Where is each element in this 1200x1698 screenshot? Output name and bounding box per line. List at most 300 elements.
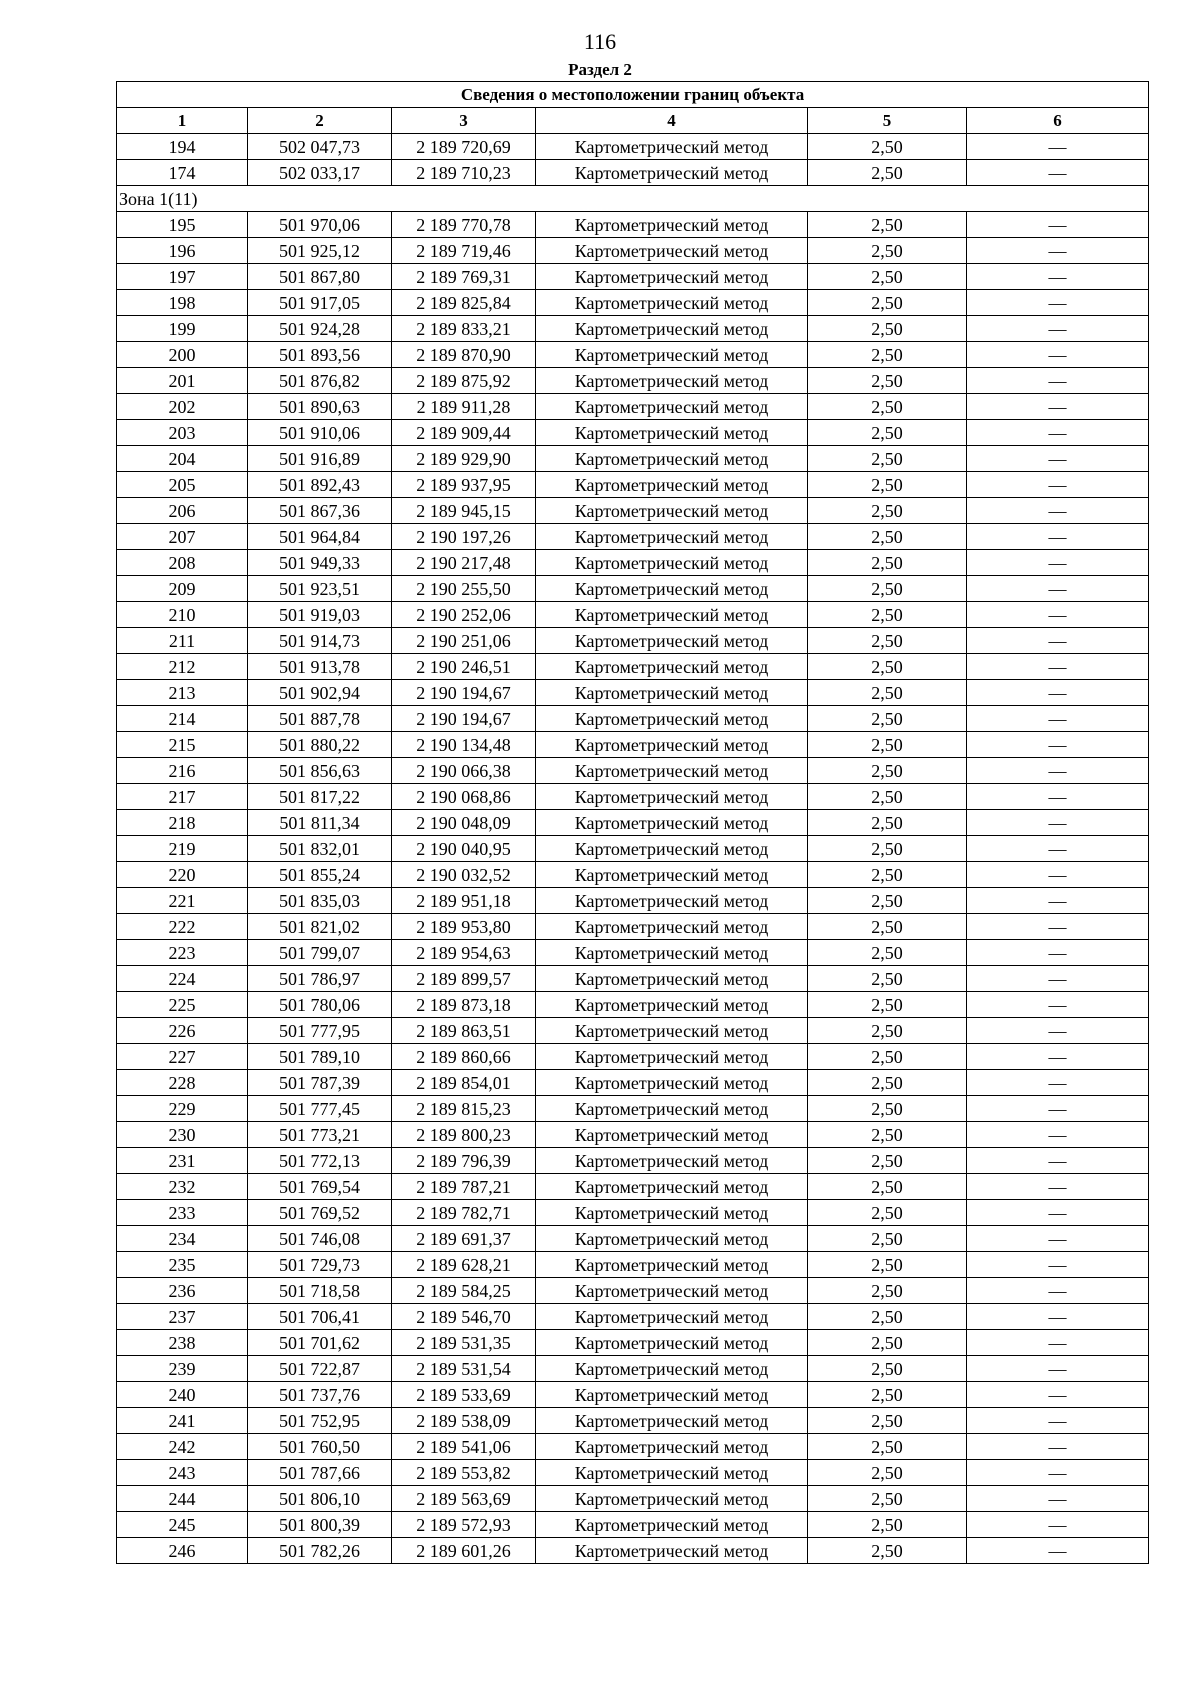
point-number-cell: 194 <box>117 134 248 160</box>
x-coordinate-cell: 501 817,22 <box>248 784 392 810</box>
y-coordinate-cell: 2 189 584,25 <box>392 1278 536 1304</box>
accuracy-cell: 2,50 <box>808 1434 967 1460</box>
accuracy-cell: 2,50 <box>808 680 967 706</box>
y-coordinate-cell: 2 190 194,67 <box>392 680 536 706</box>
description-cell: — <box>967 784 1149 810</box>
point-number-cell: 239 <box>117 1356 248 1382</box>
method-cell: Картометрический метод <box>536 1226 808 1252</box>
method-cell: Картометрический метод <box>536 1148 808 1174</box>
x-coordinate-cell: 501 880,22 <box>248 732 392 758</box>
table-row <box>117 1512 1149 1538</box>
table-row <box>117 1122 1149 1148</box>
point-number-cell: 195 <box>117 212 248 238</box>
point-number-cell: 207 <box>117 524 248 550</box>
description-cell: — <box>967 1044 1149 1070</box>
x-coordinate-cell: 501 913,78 <box>248 654 392 680</box>
method-cell: Картометрический метод <box>536 836 808 862</box>
point-number-cell: 242 <box>117 1434 248 1460</box>
x-coordinate-cell: 501 787,39 <box>248 1070 392 1096</box>
table-row <box>117 1018 1149 1044</box>
y-coordinate-cell: 2 190 068,86 <box>392 784 536 810</box>
method-cell: Картометрический метод <box>536 1434 808 1460</box>
y-coordinate-cell: 2 190 251,06 <box>392 628 536 654</box>
description-cell: — <box>967 368 1149 394</box>
accuracy-cell: 2,50 <box>808 342 967 368</box>
method-cell: Картометрический метод <box>536 1200 808 1226</box>
y-coordinate-cell: 2 189 937,95 <box>392 472 536 498</box>
table-row <box>117 1356 1149 1382</box>
accuracy-cell: 2,50 <box>808 1044 967 1070</box>
description-cell: — <box>967 654 1149 680</box>
method-cell: Картометрический метод <box>536 134 808 160</box>
point-number-cell: 213 <box>117 680 248 706</box>
method-cell: Картометрический метод <box>536 862 808 888</box>
description-cell: — <box>967 758 1149 784</box>
x-coordinate-cell: 501 893,56 <box>248 342 392 368</box>
method-cell: Картометрический метод <box>536 1070 808 1096</box>
y-coordinate-cell: 2 189 873,18 <box>392 992 536 1018</box>
method-cell: Картометрический метод <box>536 654 808 680</box>
description-cell: — <box>967 1356 1149 1382</box>
x-coordinate-cell: 501 787,66 <box>248 1460 392 1486</box>
y-coordinate-cell: 2 189 875,92 <box>392 368 536 394</box>
accuracy-cell: 2,50 <box>808 784 967 810</box>
y-coordinate-cell: 2 190 217,48 <box>392 550 536 576</box>
y-coordinate-cell: 2 189 825,84 <box>392 290 536 316</box>
method-cell: Картометрический метод <box>536 472 808 498</box>
method-cell: Картометрический метод <box>536 1356 808 1382</box>
point-number-cell: 234 <box>117 1226 248 1252</box>
point-number-cell: 244 <box>117 1486 248 1512</box>
description-cell: — <box>967 1226 1149 1252</box>
accuracy-cell: 2,50 <box>808 1382 967 1408</box>
table-row <box>117 134 1149 160</box>
y-coordinate-cell: 2 189 563,69 <box>392 1486 536 1512</box>
point-number-cell: 208 <box>117 550 248 576</box>
accuracy-cell: 2,50 <box>808 160 967 186</box>
table-row <box>117 940 1149 966</box>
y-coordinate-cell: 2 189 601,26 <box>392 1538 536 1564</box>
x-coordinate-cell: 501 867,80 <box>248 264 392 290</box>
method-cell: Картометрический метод <box>536 1278 808 1304</box>
method-cell: Картометрический метод <box>536 602 808 628</box>
accuracy-cell: 2,50 <box>808 472 967 498</box>
table-row <box>117 160 1149 186</box>
method-cell: Картометрический метод <box>536 420 808 446</box>
table-row <box>117 368 1149 394</box>
description-cell: — <box>967 732 1149 758</box>
table-row <box>117 316 1149 342</box>
description-cell: — <box>967 160 1149 186</box>
section-title: Раздел 2 <box>568 60 632 79</box>
table-row <box>117 472 1149 498</box>
table-row <box>117 550 1149 576</box>
x-coordinate-cell: 501 769,52 <box>248 1200 392 1226</box>
column-header-row <box>117 108 1149 134</box>
y-coordinate-cell: 2 189 954,63 <box>392 940 536 966</box>
point-number-cell: 241 <box>117 1408 248 1434</box>
method-cell: Картометрический метод <box>536 264 808 290</box>
description-cell: — <box>967 1278 1149 1304</box>
x-coordinate-cell: 501 876,82 <box>248 368 392 394</box>
accuracy-cell: 2,50 <box>808 1304 967 1330</box>
point-number-cell: 174 <box>117 160 248 186</box>
description-cell: — <box>967 940 1149 966</box>
method-cell: Картометрический метод <box>536 732 808 758</box>
accuracy-cell: 2,50 <box>808 1538 967 1564</box>
method-cell: Картометрический метод <box>536 212 808 238</box>
description-cell: — <box>967 238 1149 264</box>
accuracy-cell: 2,50 <box>808 654 967 680</box>
point-number-cell: 245 <box>117 1512 248 1538</box>
y-coordinate-cell: 2 189 796,39 <box>392 1148 536 1174</box>
x-coordinate-cell: 501 925,12 <box>248 238 392 264</box>
point-number-cell: 217 <box>117 784 248 810</box>
table-row <box>117 420 1149 446</box>
method-cell: Картометрический метод <box>536 1382 808 1408</box>
accuracy-cell: 2,50 <box>808 836 967 862</box>
accuracy-cell: 2,50 <box>808 1278 967 1304</box>
table-row <box>117 1044 1149 1070</box>
x-coordinate-cell: 501 964,84 <box>248 524 392 550</box>
y-coordinate-cell: 2 190 197,26 <box>392 524 536 550</box>
accuracy-cell: 2,50 <box>808 1356 967 1382</box>
accuracy-cell: 2,50 <box>808 576 967 602</box>
table-row <box>117 1252 1149 1278</box>
x-coordinate-cell: 501 760,50 <box>248 1434 392 1460</box>
column-header: 4 <box>536 108 808 134</box>
accuracy-cell: 2,50 <box>808 316 967 342</box>
method-cell: Картометрический метод <box>536 160 808 186</box>
method-cell: Картометрический метод <box>536 290 808 316</box>
description-cell: — <box>967 914 1149 940</box>
x-coordinate-cell: 501 722,87 <box>248 1356 392 1382</box>
table-row <box>117 888 1149 914</box>
table-row <box>117 732 1149 758</box>
description-cell: — <box>967 1382 1149 1408</box>
point-number-cell: 220 <box>117 862 248 888</box>
accuracy-cell: 2,50 <box>808 1486 967 1512</box>
method-cell: Картометрический метод <box>536 498 808 524</box>
x-coordinate-cell: 501 772,13 <box>248 1148 392 1174</box>
point-number-cell: 215 <box>117 732 248 758</box>
accuracy-cell: 2,50 <box>808 446 967 472</box>
table-row <box>117 784 1149 810</box>
point-number-cell: 235 <box>117 1252 248 1278</box>
accuracy-cell: 2,50 <box>808 810 967 836</box>
table-row <box>117 1330 1149 1356</box>
x-coordinate-cell: 501 769,54 <box>248 1174 392 1200</box>
description-cell: — <box>967 290 1149 316</box>
table-row <box>117 1226 1149 1252</box>
page-number: 116 <box>583 29 617 54</box>
x-coordinate-cell: 501 892,43 <box>248 472 392 498</box>
column-header: 2 <box>248 108 392 134</box>
table-row <box>117 810 1149 836</box>
x-coordinate-cell: 501 919,03 <box>248 602 392 628</box>
point-number-cell: 236 <box>117 1278 248 1304</box>
y-coordinate-cell: 2 190 194,67 <box>392 706 536 732</box>
point-number-cell: 225 <box>117 992 248 1018</box>
point-number-cell: 211 <box>117 628 248 654</box>
zone-label: Зона 1(11) <box>117 186 1149 212</box>
x-coordinate-cell: 501 786,97 <box>248 966 392 992</box>
x-coordinate-cell: 501 777,95 <box>248 1018 392 1044</box>
x-coordinate-cell: 501 832,01 <box>248 836 392 862</box>
accuracy-cell: 2,50 <box>808 1122 967 1148</box>
point-number-cell: 238 <box>117 1330 248 1356</box>
y-coordinate-cell: 2 189 572,93 <box>392 1512 536 1538</box>
point-number-cell: 216 <box>117 758 248 784</box>
description-cell: — <box>967 524 1149 550</box>
table-row <box>117 1278 1149 1304</box>
y-coordinate-cell: 2 189 945,15 <box>392 498 536 524</box>
accuracy-cell: 2,50 <box>808 758 967 784</box>
y-coordinate-cell: 2 189 782,71 <box>392 1200 536 1226</box>
method-cell: Картометрический метод <box>536 1538 808 1564</box>
point-number-cell: 214 <box>117 706 248 732</box>
description-cell: — <box>967 966 1149 992</box>
table-row <box>117 1408 1149 1434</box>
table-row <box>117 394 1149 420</box>
accuracy-cell: 2,50 <box>808 420 967 446</box>
point-number-cell: 232 <box>117 1174 248 1200</box>
x-coordinate-cell: 501 887,78 <box>248 706 392 732</box>
accuracy-cell: 2,50 <box>808 1174 967 1200</box>
x-coordinate-cell: 501 789,10 <box>248 1044 392 1070</box>
description-cell: — <box>967 212 1149 238</box>
y-coordinate-cell: 2 189 951,18 <box>392 888 536 914</box>
description-cell: — <box>967 1070 1149 1096</box>
y-coordinate-cell: 2 189 863,51 <box>392 1018 536 1044</box>
description-cell: — <box>967 1200 1149 1226</box>
method-cell: Картометрический метод <box>536 1512 808 1538</box>
y-coordinate-cell: 2 189 833,21 <box>392 316 536 342</box>
description-cell: — <box>967 1148 1149 1174</box>
x-coordinate-cell: 501 867,36 <box>248 498 392 524</box>
accuracy-cell: 2,50 <box>808 1252 967 1278</box>
y-coordinate-cell: 2 190 252,06 <box>392 602 536 628</box>
description-cell: — <box>967 134 1149 160</box>
accuracy-cell: 2,50 <box>808 732 967 758</box>
y-coordinate-cell: 2 189 541,06 <box>392 1434 536 1460</box>
method-cell: Картометрический метод <box>536 576 808 602</box>
table-row <box>117 1486 1149 1512</box>
description-cell: — <box>967 264 1149 290</box>
description-cell: — <box>967 394 1149 420</box>
description-cell: — <box>967 1252 1149 1278</box>
x-coordinate-cell: 501 718,58 <box>248 1278 392 1304</box>
accuracy-cell: 2,50 <box>808 290 967 316</box>
point-number-cell: 210 <box>117 602 248 628</box>
description-cell: — <box>967 1460 1149 1486</box>
accuracy-cell: 2,50 <box>808 1460 967 1486</box>
description-cell: — <box>967 680 1149 706</box>
x-coordinate-cell: 501 821,02 <box>248 914 392 940</box>
y-coordinate-cell: 2 190 048,09 <box>392 810 536 836</box>
table-row <box>117 290 1149 316</box>
table-row <box>117 446 1149 472</box>
method-cell: Картометрический метод <box>536 966 808 992</box>
table-caption: Сведения о местоположении границ объекта <box>117 82 1149 108</box>
method-cell: Картометрический метод <box>536 238 808 264</box>
point-number-cell: 219 <box>117 836 248 862</box>
method-cell: Картометрический метод <box>536 524 808 550</box>
x-coordinate-cell: 501 746,08 <box>248 1226 392 1252</box>
accuracy-cell: 2,50 <box>808 706 967 732</box>
description-cell: — <box>967 992 1149 1018</box>
accuracy-cell: 2,50 <box>808 498 967 524</box>
description-cell: — <box>967 446 1149 472</box>
description-cell: — <box>967 550 1149 576</box>
description-cell: — <box>967 836 1149 862</box>
description-cell: — <box>967 810 1149 836</box>
accuracy-cell: 2,50 <box>808 940 967 966</box>
table-row <box>117 238 1149 264</box>
description-cell: — <box>967 1018 1149 1044</box>
accuracy-cell: 2,50 <box>808 1408 967 1434</box>
table-row <box>117 914 1149 940</box>
x-coordinate-cell: 501 800,39 <box>248 1512 392 1538</box>
method-cell: Картометрический метод <box>536 758 808 784</box>
accuracy-cell: 2,50 <box>808 862 967 888</box>
accuracy-cell: 2,50 <box>808 368 967 394</box>
y-coordinate-cell: 2 189 860,66 <box>392 1044 536 1070</box>
table-caption-row <box>117 82 1149 108</box>
method-cell: Картометрический метод <box>536 1018 808 1044</box>
accuracy-cell: 2,50 <box>808 1148 967 1174</box>
description-cell: — <box>967 342 1149 368</box>
table-row <box>117 1460 1149 1486</box>
point-number-cell: 230 <box>117 1122 248 1148</box>
table-row <box>117 1070 1149 1096</box>
method-cell: Картометрический метод <box>536 810 808 836</box>
column-header: 5 <box>808 108 967 134</box>
x-coordinate-cell: 501 737,76 <box>248 1382 392 1408</box>
x-coordinate-cell: 501 706,41 <box>248 1304 392 1330</box>
x-coordinate-cell: 501 890,63 <box>248 394 392 420</box>
y-coordinate-cell: 2 189 854,01 <box>392 1070 536 1096</box>
y-coordinate-cell: 2 189 800,23 <box>392 1122 536 1148</box>
y-coordinate-cell: 2 190 032,52 <box>392 862 536 888</box>
method-cell: Картометрический метод <box>536 784 808 810</box>
y-coordinate-cell: 2 190 040,95 <box>392 836 536 862</box>
point-number-cell: 206 <box>117 498 248 524</box>
column-header: 1 <box>117 108 248 134</box>
accuracy-cell: 2,50 <box>808 524 967 550</box>
description-cell: — <box>967 1174 1149 1200</box>
method-cell: Картометрический метод <box>536 550 808 576</box>
table-row <box>117 1174 1149 1200</box>
point-number-cell: 201 <box>117 368 248 394</box>
point-number-cell: 212 <box>117 654 248 680</box>
x-coordinate-cell: 501 924,28 <box>248 316 392 342</box>
description-cell: — <box>967 472 1149 498</box>
method-cell: Картометрический метод <box>536 1304 808 1330</box>
table-row <box>117 212 1149 238</box>
table-row <box>117 654 1149 680</box>
x-coordinate-cell: 501 799,07 <box>248 940 392 966</box>
method-cell: Картометрический метод <box>536 940 808 966</box>
description-cell: — <box>967 628 1149 654</box>
x-coordinate-cell: 502 033,17 <box>248 160 392 186</box>
x-coordinate-cell: 501 782,26 <box>248 1538 392 1564</box>
x-coordinate-cell: 501 811,34 <box>248 810 392 836</box>
table-row <box>117 524 1149 550</box>
accuracy-cell: 2,50 <box>808 1070 967 1096</box>
accuracy-cell: 2,50 <box>808 992 967 1018</box>
method-cell: Картометрический метод <box>536 1122 808 1148</box>
accuracy-cell: 2,50 <box>808 1018 967 1044</box>
method-cell: Картометрический метод <box>536 1330 808 1356</box>
description-cell: — <box>967 420 1149 446</box>
description-cell: — <box>967 706 1149 732</box>
description-cell: — <box>967 1330 1149 1356</box>
y-coordinate-cell: 2 189 546,70 <box>392 1304 536 1330</box>
y-coordinate-cell: 2 189 770,78 <box>392 212 536 238</box>
y-coordinate-cell: 2 189 929,90 <box>392 446 536 472</box>
point-number-cell: 233 <box>117 1200 248 1226</box>
method-cell: Картометрический метод <box>536 1174 808 1200</box>
x-coordinate-cell: 501 902,94 <box>248 680 392 706</box>
x-coordinate-cell: 501 923,51 <box>248 576 392 602</box>
y-coordinate-cell: 2 190 246,51 <box>392 654 536 680</box>
point-number-cell: 226 <box>117 1018 248 1044</box>
table-row <box>117 1434 1149 1460</box>
x-coordinate-cell: 501 780,06 <box>248 992 392 1018</box>
table-row <box>117 498 1149 524</box>
point-number-cell: 240 <box>117 1382 248 1408</box>
y-coordinate-cell: 2 189 909,44 <box>392 420 536 446</box>
point-number-cell: 229 <box>117 1096 248 1122</box>
table-row <box>117 706 1149 732</box>
x-coordinate-cell: 501 910,06 <box>248 420 392 446</box>
description-cell: — <box>967 1122 1149 1148</box>
point-number-cell: 203 <box>117 420 248 446</box>
point-number-cell: 231 <box>117 1148 248 1174</box>
table-row <box>117 1200 1149 1226</box>
method-cell: Картометрический метод <box>536 342 808 368</box>
description-cell: — <box>967 1304 1149 1330</box>
accuracy-cell: 2,50 <box>808 238 967 264</box>
description-cell: — <box>967 1512 1149 1538</box>
x-coordinate-cell: 501 729,73 <box>248 1252 392 1278</box>
accuracy-cell: 2,50 <box>808 602 967 628</box>
y-coordinate-cell: 2 189 870,90 <box>392 342 536 368</box>
table-row <box>117 680 1149 706</box>
y-coordinate-cell: 2 189 720,69 <box>392 134 536 160</box>
y-coordinate-cell: 2 189 538,09 <box>392 1408 536 1434</box>
table-row <box>117 1304 1149 1330</box>
description-cell: — <box>967 602 1149 628</box>
x-coordinate-cell: 501 752,95 <box>248 1408 392 1434</box>
accuracy-cell: 2,50 <box>808 1226 967 1252</box>
method-cell: Картометрический метод <box>536 1252 808 1278</box>
accuracy-cell: 2,50 <box>808 212 967 238</box>
accuracy-cell: 2,50 <box>808 888 967 914</box>
method-cell: Картометрический метод <box>536 446 808 472</box>
accuracy-cell: 2,50 <box>808 966 967 992</box>
table-row <box>117 1096 1149 1122</box>
table-row <box>117 836 1149 862</box>
x-coordinate-cell: 501 773,21 <box>248 1122 392 1148</box>
point-number-cell: 222 <box>117 914 248 940</box>
accuracy-cell: 2,50 <box>808 394 967 420</box>
table-row <box>117 758 1149 784</box>
zone-row <box>117 186 1149 212</box>
x-coordinate-cell: 501 914,73 <box>248 628 392 654</box>
y-coordinate-cell: 2 189 899,57 <box>392 966 536 992</box>
